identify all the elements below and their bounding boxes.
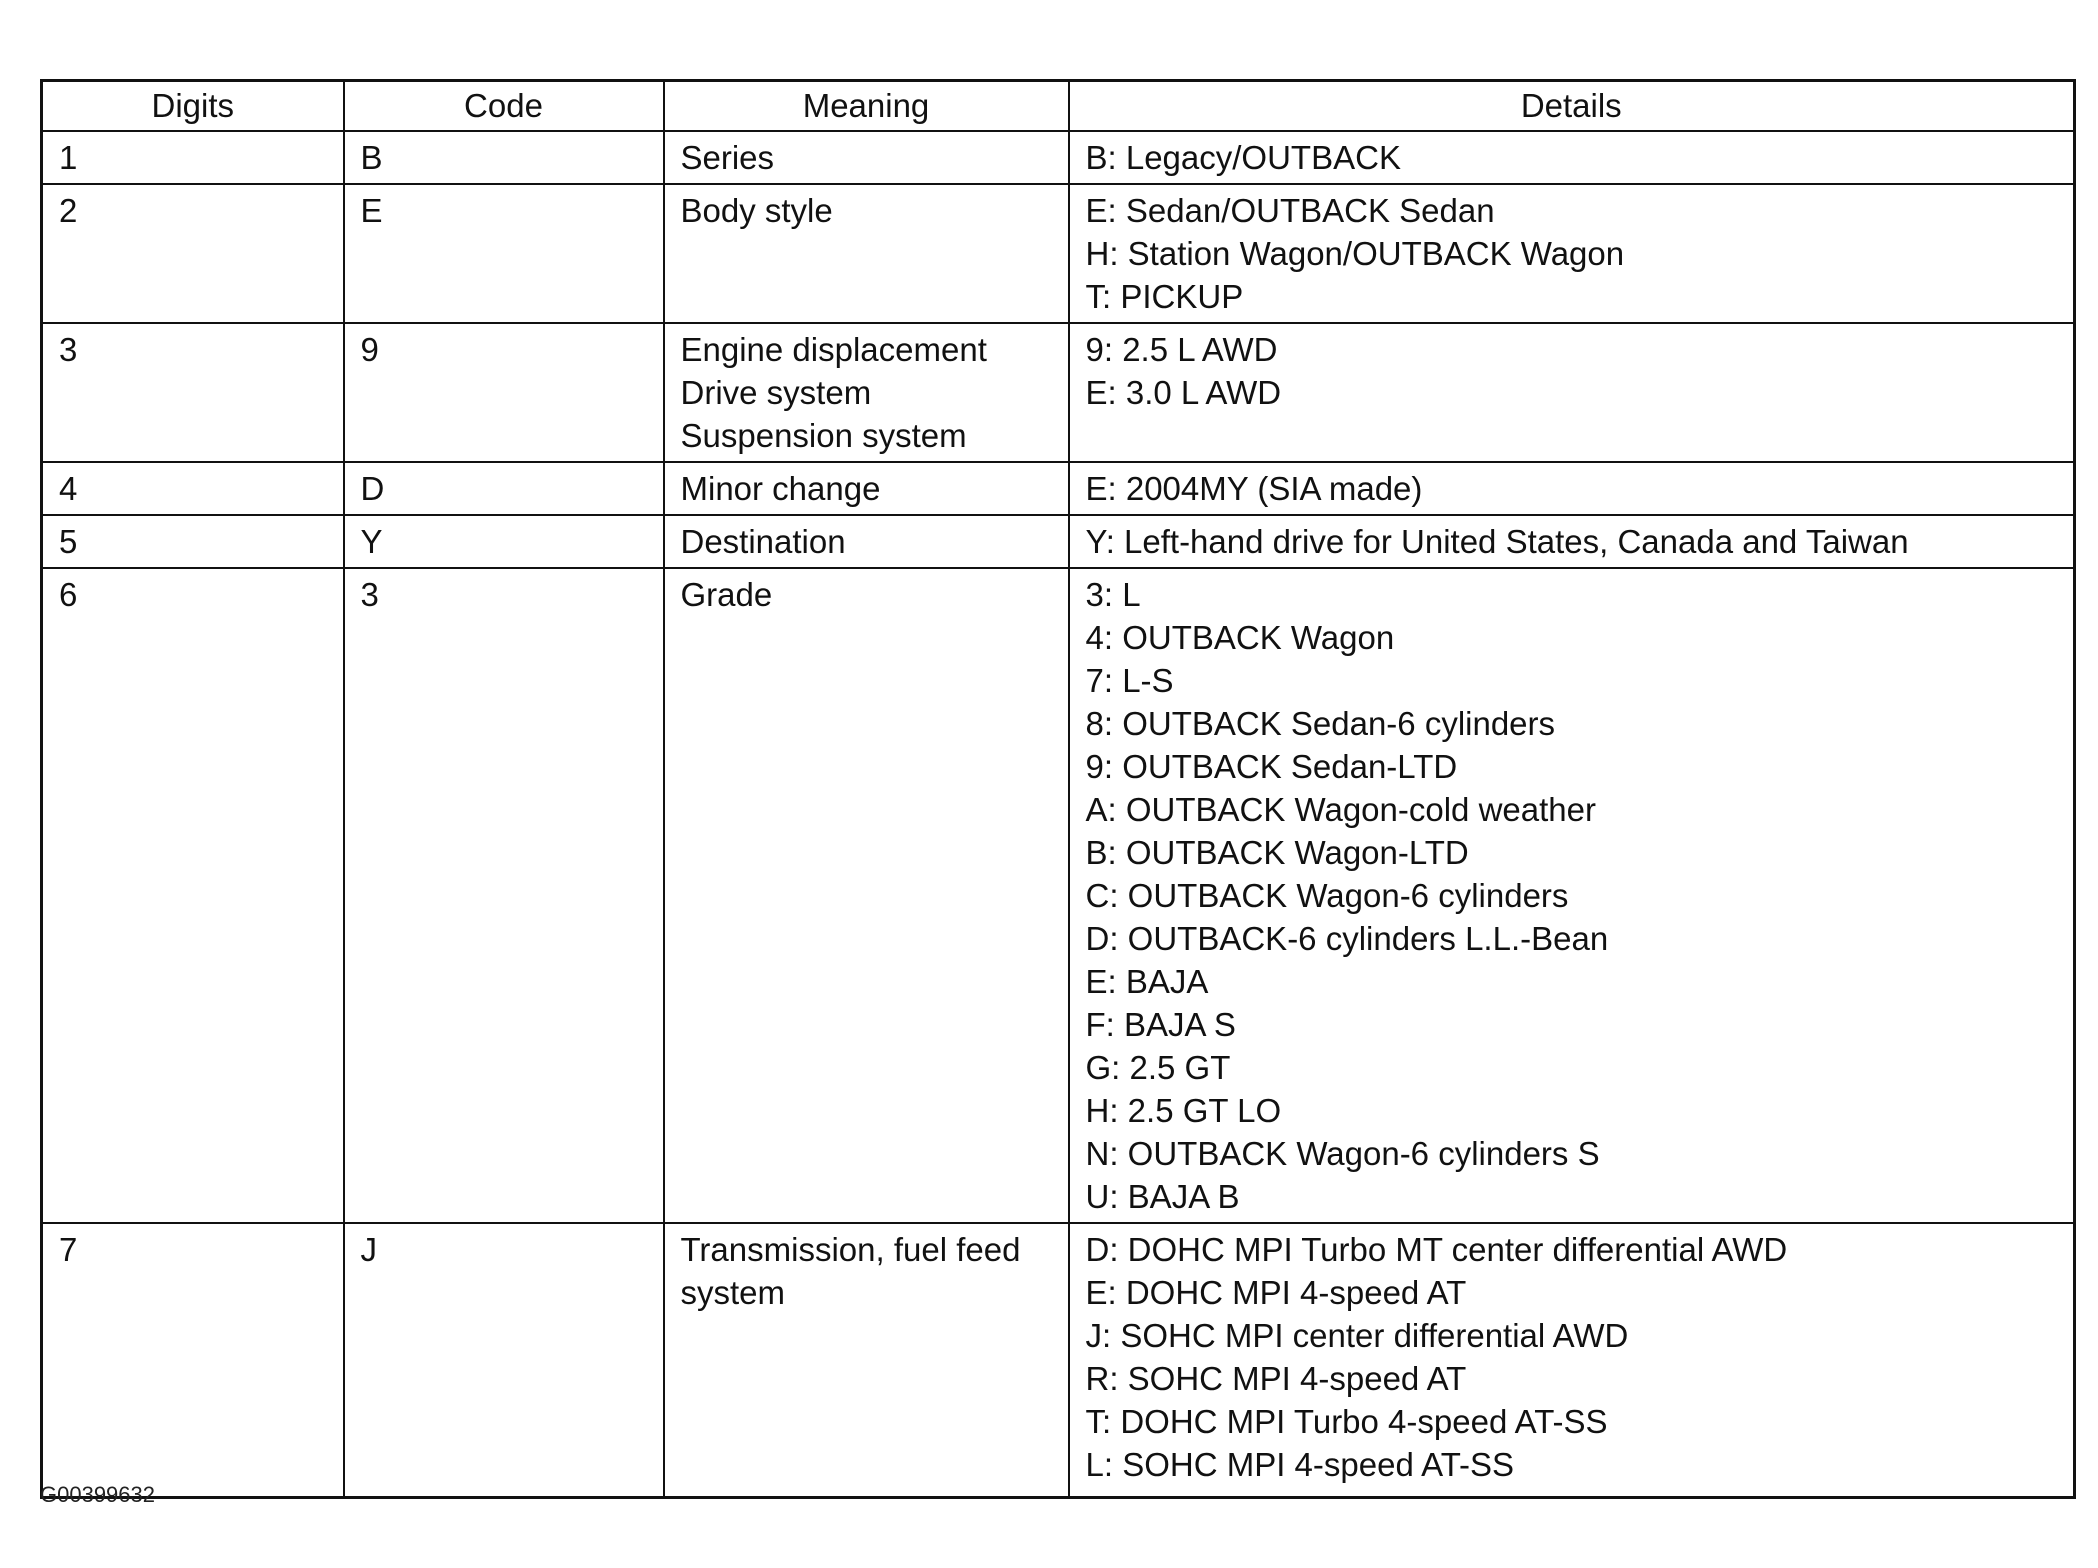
header-meaning: Meaning (664, 81, 1069, 132)
meaning-cell (664, 323, 1069, 462)
details-line: 8: OUTBACK Sedan-6 cylinders (1085, 705, 1556, 742)
table-row (42, 462, 2075, 515)
table-row (42, 1223, 2075, 1498)
code-cell: 9 (344, 323, 664, 462)
meaning-cell (664, 131, 1069, 184)
table-row (42, 131, 2075, 184)
details-line: U: BAJA B (1085, 1178, 1240, 1215)
digit-cell: 1 (42, 131, 344, 184)
digit-cell: 6 (42, 568, 344, 1223)
table-row (42, 515, 2075, 568)
meaning-line: Series (680, 139, 775, 176)
digit-cell: 4 (42, 462, 344, 515)
digit-cell: 2 (42, 184, 344, 323)
table-row (42, 184, 2075, 323)
meaning-line: Drive system (680, 374, 872, 411)
details-line: T: DOHC MPI Turbo 4-speed AT-SS (1085, 1403, 1608, 1440)
meaning-cell (664, 184, 1069, 323)
details-line: N: OUTBACK Wagon-6 cylinders S (1085, 1135, 1600, 1172)
meaning-cell (664, 568, 1069, 1223)
digit-cell: 5 (42, 515, 344, 568)
details-line: 9: OUTBACK Sedan-LTD (1085, 748, 1458, 785)
details-line: B: OUTBACK Wagon-LTD (1085, 834, 1469, 871)
code-cell: E (344, 184, 664, 323)
details-line: 7: L-S (1085, 662, 1174, 699)
details-cell (1069, 1223, 2075, 1498)
details-line: H: Station Wagon/OUTBACK Wagon (1085, 235, 1625, 272)
digit-cell: 7 (42, 1223, 344, 1498)
details-cell (1069, 131, 2075, 184)
details-line: C: OUTBACK Wagon-6 cylinders (1085, 877, 1569, 914)
code-cell: D (344, 462, 664, 515)
code-cell: 3 (344, 568, 664, 1223)
vin-code-table (40, 79, 2076, 1499)
details-line: D: DOHC MPI Turbo MT center differential AWD (1085, 1231, 1788, 1268)
table-row (42, 568, 2075, 1223)
details-cell (1069, 515, 2075, 568)
header-details: Details (1069, 81, 2075, 132)
header-digits: Digits (42, 81, 344, 132)
details-cell (1069, 323, 2075, 462)
details-line: B: Legacy/OUTBACK (1085, 139, 1401, 176)
meaning-line: Minor change (680, 470, 881, 507)
meaning-cell (664, 515, 1069, 568)
details-line: D: OUTBACK-6 cylinders L.L.-Bean (1085, 920, 1609, 957)
details-line: T: PICKUP (1085, 278, 1244, 315)
details-line: R: SOHC MPI 4-speed AT (1085, 1360, 1467, 1397)
details-line: J: SOHC MPI center differential AWD (1085, 1317, 1629, 1354)
meaning-line: Suspension system (680, 417, 967, 454)
details-line: E: BAJA (1085, 963, 1209, 1000)
details-line: E: 2004MY (SIA made) (1085, 470, 1423, 507)
details-line: 4: OUTBACK Wagon (1085, 619, 1395, 656)
table-row (42, 323, 2075, 462)
code-cell: Y (344, 515, 664, 568)
meaning-cell (664, 1223, 1069, 1498)
meaning-line: Engine displacement (680, 331, 987, 368)
details-line: Y: Left-hand drive for United States, Canada and Taiwan (1085, 523, 1909, 560)
figure-id: G00399632 (40, 1482, 155, 1507)
details-line: 3: L (1085, 576, 1141, 613)
table-header-row (42, 81, 2075, 132)
details-line: F: BAJA S (1085, 1006, 1236, 1043)
details-cell (1069, 462, 2075, 515)
details-line: G: 2.5 GT (1085, 1049, 1231, 1086)
meaning-line: Destination (680, 523, 846, 560)
details-line: A: OUTBACK Wagon-cold weather (1085, 791, 1596, 828)
details-cell (1069, 568, 2075, 1223)
table-body (42, 131, 2075, 1498)
details-line: 9: 2.5 L AWD (1085, 331, 1278, 368)
meaning-cell (664, 462, 1069, 515)
code-cell: J (344, 1223, 664, 1498)
details-line: E: DOHC MPI 4-speed AT (1085, 1274, 1467, 1311)
meaning-line: Transmission, fuel feed (680, 1231, 1021, 1268)
digit-cell: 3 (42, 323, 344, 462)
meaning-line: Body style (680, 192, 833, 229)
meaning-line: Grade (680, 576, 773, 613)
meaning-line: system (680, 1274, 786, 1311)
details-line: E: 3.0 L AWD (1085, 374, 1282, 411)
details-line: E: Sedan/OUTBACK Sedan (1085, 192, 1495, 229)
details-cell (1069, 184, 2075, 323)
details-line: H: 2.5 GT LO (1085, 1092, 1282, 1129)
details-line: L: SOHC MPI 4-speed AT-SS (1085, 1446, 1515, 1483)
code-cell: B (344, 131, 664, 184)
header-code: Code (344, 81, 664, 132)
